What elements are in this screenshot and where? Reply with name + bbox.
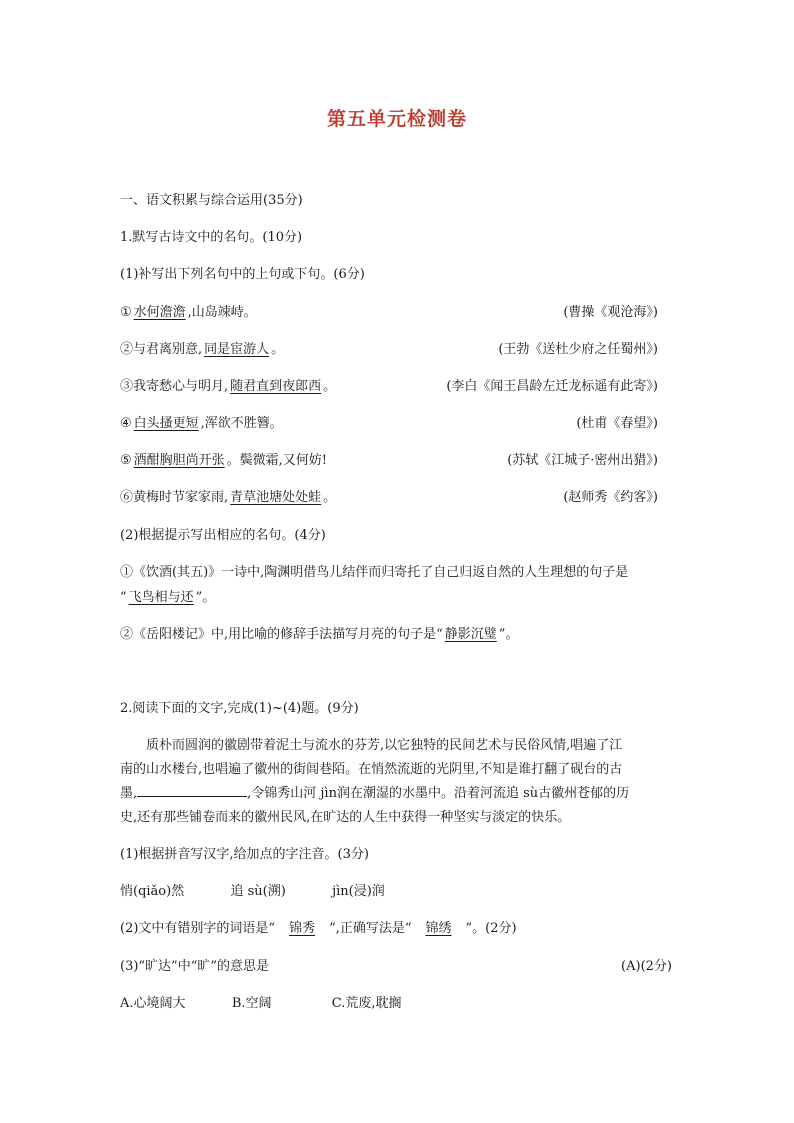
passage-text: 墨,	[120, 786, 138, 801]
prompt-text: ”,正确写法是“	[329, 921, 412, 936]
recite-item-4	[120, 415, 283, 433]
item-source-5: (苏轼《江城子·密州出猎》)	[507, 453, 658, 468]
question-2-sub3: (3)“旷达”中“旷”的意思是	[120, 959, 269, 974]
item-source-2: (王勃《送杜少府之任蜀州》)	[498, 342, 658, 357]
question-1-heading: 1.默写古诗文中的名句。(10分)	[120, 230, 303, 245]
passage-line: 质朴而圆润的徽剧带着泥土与流水的芬芳,以它独特的民间艺术与民俗风情,唱遍了江	[146, 738, 623, 753]
recite-item-5	[120, 452, 327, 470]
pinyin-answers	[120, 883, 385, 901]
option-a: A.心境阔大	[120, 996, 186, 1011]
item-prefix: ⑥黄梅时节家家雨,	[120, 490, 229, 505]
answer-options	[120, 995, 402, 1013]
item-suffix: 。	[323, 490, 337, 505]
item-suffix: 。鬓微霜,又何妨!	[226, 453, 328, 468]
item-suffix: ,浑欲不胜簪。	[200, 416, 283, 431]
answer-text: 静影沉璧	[444, 627, 497, 642]
question-2-heading: 2.阅读下面的文字,完成(1)~(4)题。(9分)	[120, 701, 359, 716]
answer-text: 白头搔更短	[133, 416, 199, 431]
prompt-text: ②《岳阳楼记》中,用比喻的修辞手法描写月亮的句子是“	[120, 627, 443, 642]
passage-line: 南的山水楼台,也唱遍了徽州的街闾巷陌。在悄然流逝的光阴里,不知是谁打翻了砚台的古	[120, 762, 623, 777]
prompt-1-line1: ①《饮酒(其五)》一诗中,陶渊明借鸟儿结伴而归寄托了自己归返自然的人生理想的句子是	[120, 565, 629, 580]
answer-text: 青草池塘处处蛙	[230, 490, 322, 505]
question-2-sub3-answer: (A)(2分)	[621, 959, 672, 974]
answer-text: 随君直到夜郎西	[230, 379, 322, 394]
page-title: 第五单元检测卷	[326, 108, 467, 130]
item-prefix: ②与君离别意,	[120, 342, 203, 357]
question-2-sub1: (1)根据拼音写汉字,给加点的字注音。(3分)	[120, 847, 369, 862]
passage-line	[120, 782, 670, 806]
question-2-sub2	[120, 920, 517, 938]
recite-item-3	[120, 378, 336, 396]
answer-text: 酒酣胸胆尚开张	[133, 453, 225, 468]
answer-text: 锦绣	[425, 921, 452, 936]
answer-text: 飞鸟相与还	[128, 590, 194, 605]
item-source-6: (赵师秀《约客》)	[563, 490, 658, 505]
item-source-4: (杜甫《春望》)	[576, 416, 658, 431]
option-b: B.空阔	[231, 996, 272, 1011]
question-1-sub2: (2)根据提示写出相应的名句。(4分)	[120, 528, 326, 543]
prompt-2	[120, 626, 518, 644]
recite-item-6	[120, 489, 336, 507]
item-prefix: ③我寄愁心与明月,	[120, 379, 229, 394]
item-prefix: ①	[120, 305, 132, 320]
answer-text: 锦秀	[289, 921, 316, 936]
item-prefix: ⑤	[120, 453, 132, 468]
item-suffix: 。	[271, 342, 285, 357]
recite-item-1	[120, 304, 257, 322]
recite-item-2	[120, 341, 284, 359]
answer-text: 水何澹澹	[133, 305, 186, 320]
prompt-1-line2	[120, 589, 215, 607]
quote-close: ”。	[195, 590, 216, 605]
reading-passage	[120, 734, 670, 830]
answer-text: 同是宦游人	[204, 342, 270, 357]
fill-blank	[137, 783, 247, 797]
pinyin-answer: jìn(浸)润	[332, 884, 385, 899]
quote-open: “	[120, 590, 127, 605]
item-suffix: 。	[323, 379, 337, 394]
question-1-sub1: (1)补写出下列名句中的上句或下句。(6分)	[120, 267, 365, 282]
item-suffix: ,山岛竦峙。	[187, 305, 257, 320]
option-c: C.荒废,耽搁	[331, 996, 402, 1011]
prompt-suffix: ”。	[498, 627, 519, 642]
passage-text: ,令锦秀山河 jìn润在潮湿的水墨中。沿着河流追 sù古徽州苍郁的历	[247, 786, 630, 801]
section-heading: 一、语文积累与综合运用(35分)	[120, 193, 303, 208]
item-prefix: ④	[120, 416, 132, 431]
pinyin-answer: 追 sù(溯)	[230, 884, 286, 899]
item-source-3: (李白《闻王昌龄左迁龙标遥有此寄》)	[446, 379, 658, 394]
pinyin-answer: 悄(qiǎo)然	[120, 884, 185, 899]
prompt-text: (2)文中有错别字的词语是“	[120, 921, 276, 936]
passage-line: 史,还有那些铺卷而来的徽州民风,在旷达的人生中获得一种坚实与淡定的快乐。	[120, 810, 571, 825]
item-source-1: (曹操《观沧海》)	[563, 305, 658, 320]
prompt-suffix: ”。(2分)	[465, 921, 517, 936]
